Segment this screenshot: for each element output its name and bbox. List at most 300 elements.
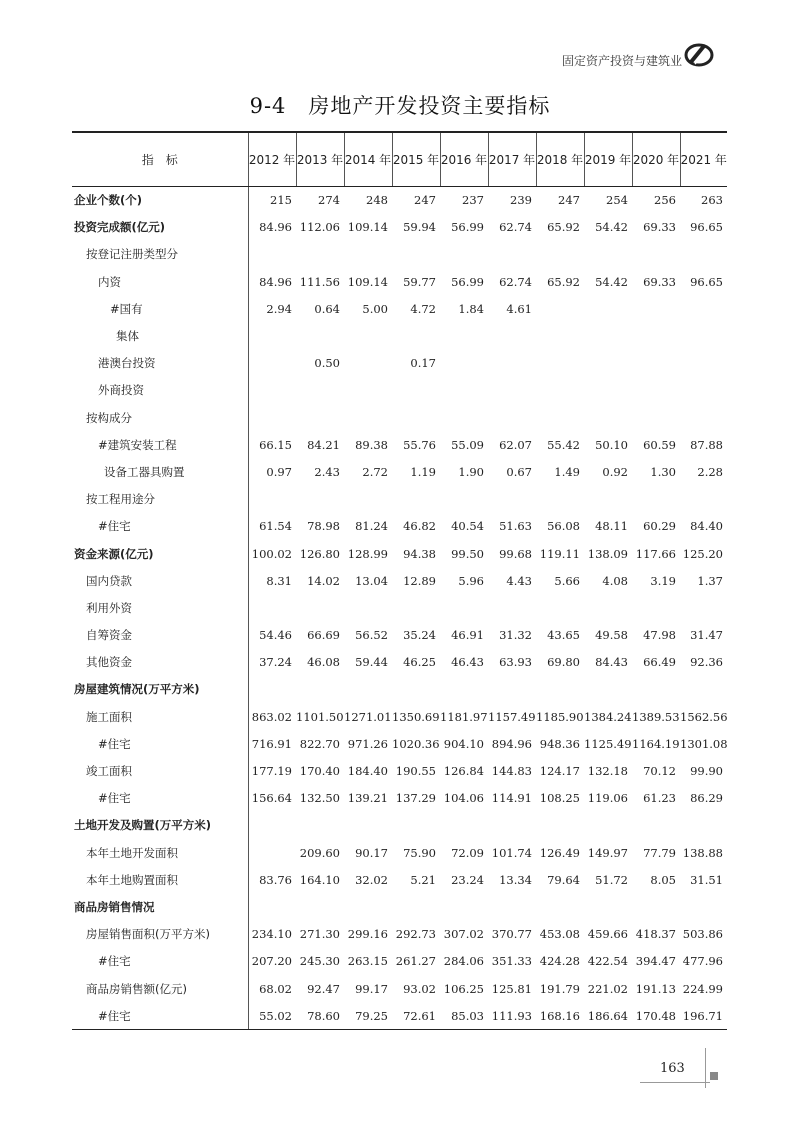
table-cell: 99.68 <box>499 546 532 561</box>
table-cell: 59.77 <box>403 274 436 289</box>
table-cell: 0.17 <box>410 356 436 371</box>
table-cell <box>392 676 440 703</box>
table-cell: 263 <box>701 193 723 208</box>
table-row <box>72 948 727 975</box>
table-cell <box>632 893 680 920</box>
table-cell <box>296 241 344 268</box>
row-label: #国有 <box>72 295 248 322</box>
table-cell: 96.65 <box>690 274 723 289</box>
table-cell <box>632 404 680 431</box>
table-cell: 111.56 <box>299 274 340 289</box>
table-cell <box>584 295 632 322</box>
table-cell: 51.63 <box>499 519 532 534</box>
table-row <box>72 186 727 214</box>
table-cell: 46.82 <box>403 519 436 534</box>
table-cell <box>296 404 344 431</box>
table-cell <box>440 322 488 349</box>
statistics-logo-icon <box>684 40 714 70</box>
header-year: 2015 年 <box>392 132 440 186</box>
table-cell <box>344 893 392 920</box>
row-label: 按登记注册类型分 <box>72 241 248 268</box>
table-cell <box>536 322 584 349</box>
table-cell: 56.99 <box>451 274 484 289</box>
table-row <box>72 350 727 377</box>
table-cell: 99.50 <box>451 546 484 561</box>
row-label: 集体 <box>72 322 248 349</box>
table-cell <box>584 241 632 268</box>
table-row <box>72 649 727 676</box>
row-label: #住宅 <box>72 1002 248 1030</box>
table-cell: 126.84 <box>443 764 484 779</box>
table-cell: 75.90 <box>403 845 436 860</box>
table-cell: 92.47 <box>307 981 340 996</box>
table-cell: 56.08 <box>547 519 580 534</box>
table-cell: 0.92 <box>602 464 628 479</box>
table-cell: 215 <box>270 193 292 208</box>
row-label: 按构成分 <box>72 404 248 431</box>
table-cell <box>632 486 680 513</box>
table-cell: 31.32 <box>499 628 532 643</box>
table-cell <box>440 377 488 404</box>
table-cell: 32.02 <box>355 872 388 887</box>
table-cell <box>440 404 488 431</box>
table-cell: 62.07 <box>499 437 532 452</box>
table-cell <box>296 322 344 349</box>
header-year: 2012 年 <box>248 132 296 186</box>
table-cell <box>536 486 584 513</box>
table-cell: 66.49 <box>643 655 676 670</box>
table-cell: 54.46 <box>259 628 292 643</box>
table-cell <box>248 812 296 839</box>
table-cell: 50.10 <box>595 437 628 452</box>
table-cell: 0.64 <box>314 301 340 316</box>
table-cell <box>296 812 344 839</box>
running-head: 固定资产投资与建筑业 <box>561 54 682 68</box>
table-cell <box>248 350 296 377</box>
table-cell <box>536 350 584 377</box>
table-cell: 92.36 <box>690 655 723 670</box>
table-cell <box>488 377 536 404</box>
table-cell <box>248 893 296 920</box>
table-cell <box>680 676 727 703</box>
table-cell: 8.05 <box>650 872 676 887</box>
table-cell: 61.54 <box>259 519 292 534</box>
table-cell: 37.24 <box>259 655 292 670</box>
table-cell <box>440 241 488 268</box>
table-cell: 0.50 <box>314 356 340 371</box>
row-label: 施工面积 <box>72 703 248 730</box>
table-cell: 186.64 <box>584 1002 632 1030</box>
table-cell <box>392 377 440 404</box>
table-cell <box>536 812 584 839</box>
table-row <box>72 268 727 295</box>
table-cell: 78.98 <box>307 519 340 534</box>
table-cell <box>536 676 584 703</box>
table-cell: 224.99 <box>682 981 723 996</box>
table-cell <box>392 404 440 431</box>
table-cell: 84.43 <box>595 655 628 670</box>
table-cell: 60.59 <box>643 437 676 452</box>
table-cell <box>344 377 392 404</box>
table-cell: 139.21 <box>347 791 388 806</box>
table-cell <box>440 594 488 621</box>
table-cell: 87.88 <box>690 437 723 452</box>
table-cell: 109.14 <box>347 274 388 289</box>
page-number: 163 <box>660 1061 685 1076</box>
table-cell: 31.47 <box>690 628 723 643</box>
table-cell <box>488 350 536 377</box>
table-cell: 138.09 <box>587 546 628 561</box>
table-cell: 239 <box>510 193 532 208</box>
table-cell <box>488 893 536 920</box>
table-cell: 245.30 <box>299 954 340 969</box>
table-cell <box>632 676 680 703</box>
table-body <box>72 186 727 1030</box>
table-cell: 5.66 <box>554 573 580 588</box>
table-cell: 63.93 <box>499 655 532 670</box>
table-cell <box>344 676 392 703</box>
table-cell: 108.25 <box>539 791 580 806</box>
table-cell <box>344 322 392 349</box>
table-row <box>72 431 727 458</box>
table-cell: 164.10 <box>299 872 340 887</box>
table-cell: 424.28 <box>539 954 580 969</box>
table-cell <box>344 594 392 621</box>
table-cell <box>632 322 680 349</box>
table-cell: 247 <box>414 193 436 208</box>
table-row <box>72 730 727 757</box>
table-cell <box>488 486 536 513</box>
table-cell: 170.48 <box>632 1002 680 1030</box>
row-label: 房屋建筑情况(万平方米) <box>72 676 248 703</box>
table-cell <box>440 676 488 703</box>
table-cell: 132.50 <box>299 791 340 806</box>
table-cell: 35.24 <box>403 628 436 643</box>
table-cell <box>488 322 536 349</box>
table-row <box>72 622 727 649</box>
table-row <box>72 295 727 322</box>
table-cell: 177.19 <box>251 764 292 779</box>
table-cell: 191.79 <box>539 981 580 996</box>
table-cell: 89.38 <box>355 437 388 452</box>
table-cell <box>440 893 488 920</box>
table-cell: 422.54 <box>587 954 628 969</box>
table-cell: 43.65 <box>547 628 580 643</box>
table-cell: 59.94 <box>403 220 436 235</box>
table-cell <box>680 322 727 349</box>
table-cell: 84.40 <box>690 519 723 534</box>
table-cell <box>632 241 680 268</box>
row-label: 投资完成额(亿元) <box>72 214 248 241</box>
table-row <box>72 540 727 567</box>
table-cell <box>248 486 296 513</box>
table-cell: 292.73 <box>395 927 436 942</box>
table-cell: 70.12 <box>643 764 676 779</box>
table-cell: 111.93 <box>488 1002 536 1030</box>
header-year: 2021 年 <box>680 132 727 186</box>
table-cell: 5.00 <box>362 301 388 316</box>
row-label: 按工程用途分 <box>72 486 248 513</box>
table-cell <box>584 377 632 404</box>
table-cell: 394.47 <box>635 954 676 969</box>
table-cell <box>680 486 727 513</box>
table-cell <box>296 486 344 513</box>
table-cell <box>536 295 584 322</box>
table-cell: 5.21 <box>410 872 436 887</box>
table-cell: 459.66 <box>587 927 628 942</box>
table-cell: 1185.90 <box>536 709 584 724</box>
table-cell <box>632 594 680 621</box>
table-cell <box>680 893 727 920</box>
table-cell: 23.24 <box>451 872 484 887</box>
table-cell: 86.29 <box>690 791 723 806</box>
table-cell <box>632 377 680 404</box>
table-cell <box>488 241 536 268</box>
table-cell <box>440 812 488 839</box>
row-label: #建筑安装工程 <box>72 431 248 458</box>
table-cell: 65.92 <box>547 274 580 289</box>
table-cell: 503.86 <box>682 927 723 942</box>
table-cell <box>344 350 392 377</box>
table-cell: 234.10 <box>251 927 292 942</box>
table-cell <box>632 350 680 377</box>
table-cell: 418.37 <box>635 927 676 942</box>
table-cell <box>344 812 392 839</box>
table-cell: 904.10 <box>443 736 484 751</box>
table-cell <box>248 594 296 621</box>
table-cell: 1.19 <box>410 464 436 479</box>
table-cell: 51.72 <box>595 872 628 887</box>
table-cell: 72.61 <box>392 1002 440 1030</box>
table-cell: 894.96 <box>491 736 532 751</box>
table-cell: 56.99 <box>451 220 484 235</box>
table-cell: 2.94 <box>266 301 292 316</box>
table-cell: 101.74 <box>491 845 532 860</box>
table-cell: 54.42 <box>595 274 628 289</box>
table-row <box>72 513 727 540</box>
table-cell: 168.16 <box>536 1002 584 1030</box>
table-cell: 822.70 <box>299 736 340 751</box>
table-cell: 1271.01 <box>344 709 392 724</box>
table-cell <box>536 594 584 621</box>
table-cell: 85.03 <box>440 1002 488 1030</box>
footer-rule-horizontal <box>640 1082 710 1083</box>
table-header-row <box>72 132 727 186</box>
header-year: 2016 年 <box>440 132 488 186</box>
table-row <box>72 785 727 812</box>
row-label: 商品房销售额(亿元) <box>72 975 248 1002</box>
row-label: 港澳台投资 <box>72 350 248 377</box>
table-cell <box>392 486 440 513</box>
table-cell: 119.06 <box>587 791 628 806</box>
table-row <box>72 377 727 404</box>
table-cell <box>392 322 440 349</box>
table-row <box>72 921 727 948</box>
table-cell <box>248 322 296 349</box>
table-cell <box>296 676 344 703</box>
table-cell: 13.34 <box>499 872 532 887</box>
table-cell: 4.08 <box>602 573 628 588</box>
table-cell: 49.58 <box>595 628 628 643</box>
table-cell <box>536 377 584 404</box>
table-row <box>72 322 727 349</box>
table-cell <box>392 893 440 920</box>
table-cell <box>584 812 632 839</box>
table-cell: 1.30 <box>650 464 676 479</box>
row-label: #住宅 <box>72 948 248 975</box>
table-cell: 299.16 <box>347 927 388 942</box>
header-indicator: 指 标 <box>72 132 248 186</box>
table-cell: 55.02 <box>248 1002 296 1030</box>
table-cell: 46.25 <box>403 655 436 670</box>
table-cell: 1125.49 <box>584 736 632 751</box>
table-cell: 144.83 <box>491 764 532 779</box>
table-cell: 65.92 <box>547 220 580 235</box>
table-cell: 0.97 <box>266 464 292 479</box>
footer-square-icon <box>710 1072 718 1080</box>
table-cell: 191.13 <box>635 981 676 996</box>
indicator-table-container <box>72 131 727 1030</box>
table-cell: 948.36 <box>539 736 580 751</box>
table-cell: 254 <box>606 193 628 208</box>
table-cell <box>584 486 632 513</box>
table-row <box>72 839 727 866</box>
table-cell: 84.96 <box>259 274 292 289</box>
table-cell: 72.09 <box>451 845 484 860</box>
table-row <box>72 757 727 784</box>
table-cell: 453.08 <box>539 927 580 942</box>
table-cell: 84.21 <box>307 437 340 452</box>
row-label: 自筹资金 <box>72 622 248 649</box>
table-row <box>72 486 727 513</box>
row-label: 内资 <box>72 268 248 295</box>
table-cell <box>584 404 632 431</box>
table-cell: 112.06 <box>299 220 340 235</box>
table-cell: 971.26 <box>347 736 388 751</box>
table-cell: 99.17 <box>355 981 388 996</box>
table-cell: 1181.97 <box>440 709 488 724</box>
table-row <box>72 975 727 1002</box>
row-label: 企业个数(个) <box>72 186 248 214</box>
table-cell: 1389.53 <box>632 709 680 724</box>
table-cell: 55.76 <box>403 437 436 452</box>
table-cell: 128.99 <box>347 546 388 561</box>
row-label: #住宅 <box>72 513 248 540</box>
table-cell: 81.24 <box>355 519 388 534</box>
header-year: 2019 年 <box>584 132 632 186</box>
table-cell: 126.80 <box>299 546 340 561</box>
table-cell: 1157.49 <box>488 709 536 724</box>
table-cell: 863.02 <box>251 709 292 724</box>
table-cell <box>440 486 488 513</box>
table-cell: 61.23 <box>643 791 676 806</box>
header-year: 2017 年 <box>488 132 536 186</box>
table-cell: 126.49 <box>539 845 580 860</box>
table-cell <box>584 594 632 621</box>
table-row <box>72 214 727 241</box>
table-cell: 84.96 <box>259 220 292 235</box>
table-cell: 79.25 <box>344 1002 392 1030</box>
table-cell <box>344 404 392 431</box>
table-row <box>72 676 727 703</box>
table-cell: 56.52 <box>355 628 388 643</box>
table-cell: 68.02 <box>259 981 292 996</box>
row-label: 房屋销售面积(万平方米) <box>72 921 248 948</box>
row-label: 利用外资 <box>72 594 248 621</box>
table-cell: 1.90 <box>458 464 484 479</box>
table-cell: 78.60 <box>296 1002 344 1030</box>
indicator-table <box>72 131 727 1030</box>
table-cell: 60.29 <box>643 519 676 534</box>
table-cell <box>680 594 727 621</box>
table-cell: 124.17 <box>539 764 580 779</box>
table-cell: 12.89 <box>403 573 436 588</box>
table-cell <box>296 893 344 920</box>
row-label: 外商投资 <box>72 377 248 404</box>
table-cell: 40.54 <box>451 519 484 534</box>
table-cell <box>392 594 440 621</box>
table-cell <box>584 893 632 920</box>
table-cell: 119.11 <box>539 546 580 561</box>
table-cell: 138.88 <box>682 845 723 860</box>
table-cell: 209.60 <box>299 845 340 860</box>
table-cell: 109.14 <box>347 220 388 235</box>
row-label: 土地开发及购置(万平方米) <box>72 812 248 839</box>
table-row <box>72 812 727 839</box>
table-cell <box>248 404 296 431</box>
table-row <box>72 594 727 621</box>
table-cell: 261.27 <box>395 954 436 969</box>
table-cell <box>680 241 727 268</box>
table-cell <box>488 594 536 621</box>
table-cell <box>296 594 344 621</box>
table-cell <box>488 676 536 703</box>
table-cell <box>680 377 727 404</box>
table-cell <box>536 893 584 920</box>
row-label: 其他资金 <box>72 649 248 676</box>
table-cell <box>248 241 296 268</box>
table-cell: 156.64 <box>251 791 292 806</box>
table-cell: 125.81 <box>491 981 532 996</box>
table-cell: 1.49 <box>554 464 580 479</box>
table-cell: 149.97 <box>587 845 628 860</box>
table-cell: 125.20 <box>682 546 723 561</box>
header-year: 2018 年 <box>536 132 584 186</box>
table-cell: 170.40 <box>299 764 340 779</box>
table-cell: 132.18 <box>587 764 628 779</box>
table-row <box>72 241 727 268</box>
table-cell: 1.84 <box>458 301 484 316</box>
table-cell: 263.15 <box>347 954 388 969</box>
table-cell <box>680 295 727 322</box>
table-cell <box>440 350 488 377</box>
table-cell <box>632 812 680 839</box>
table-cell: 104.06 <box>443 791 484 806</box>
table-cell: 1350.69 <box>392 709 440 724</box>
table-cell: 137.29 <box>395 791 436 806</box>
table-cell: 54.42 <box>595 220 628 235</box>
row-label: 资金来源(亿元) <box>72 540 248 567</box>
table-cell <box>344 486 392 513</box>
table-row <box>72 567 727 594</box>
table-cell <box>536 404 584 431</box>
table-cell <box>680 404 727 431</box>
table-cell: 284.06 <box>443 954 484 969</box>
table-cell: 307.02 <box>443 927 484 942</box>
table-cell: 31.51 <box>690 872 723 887</box>
table-cell <box>344 241 392 268</box>
row-label: #住宅 <box>72 730 248 757</box>
